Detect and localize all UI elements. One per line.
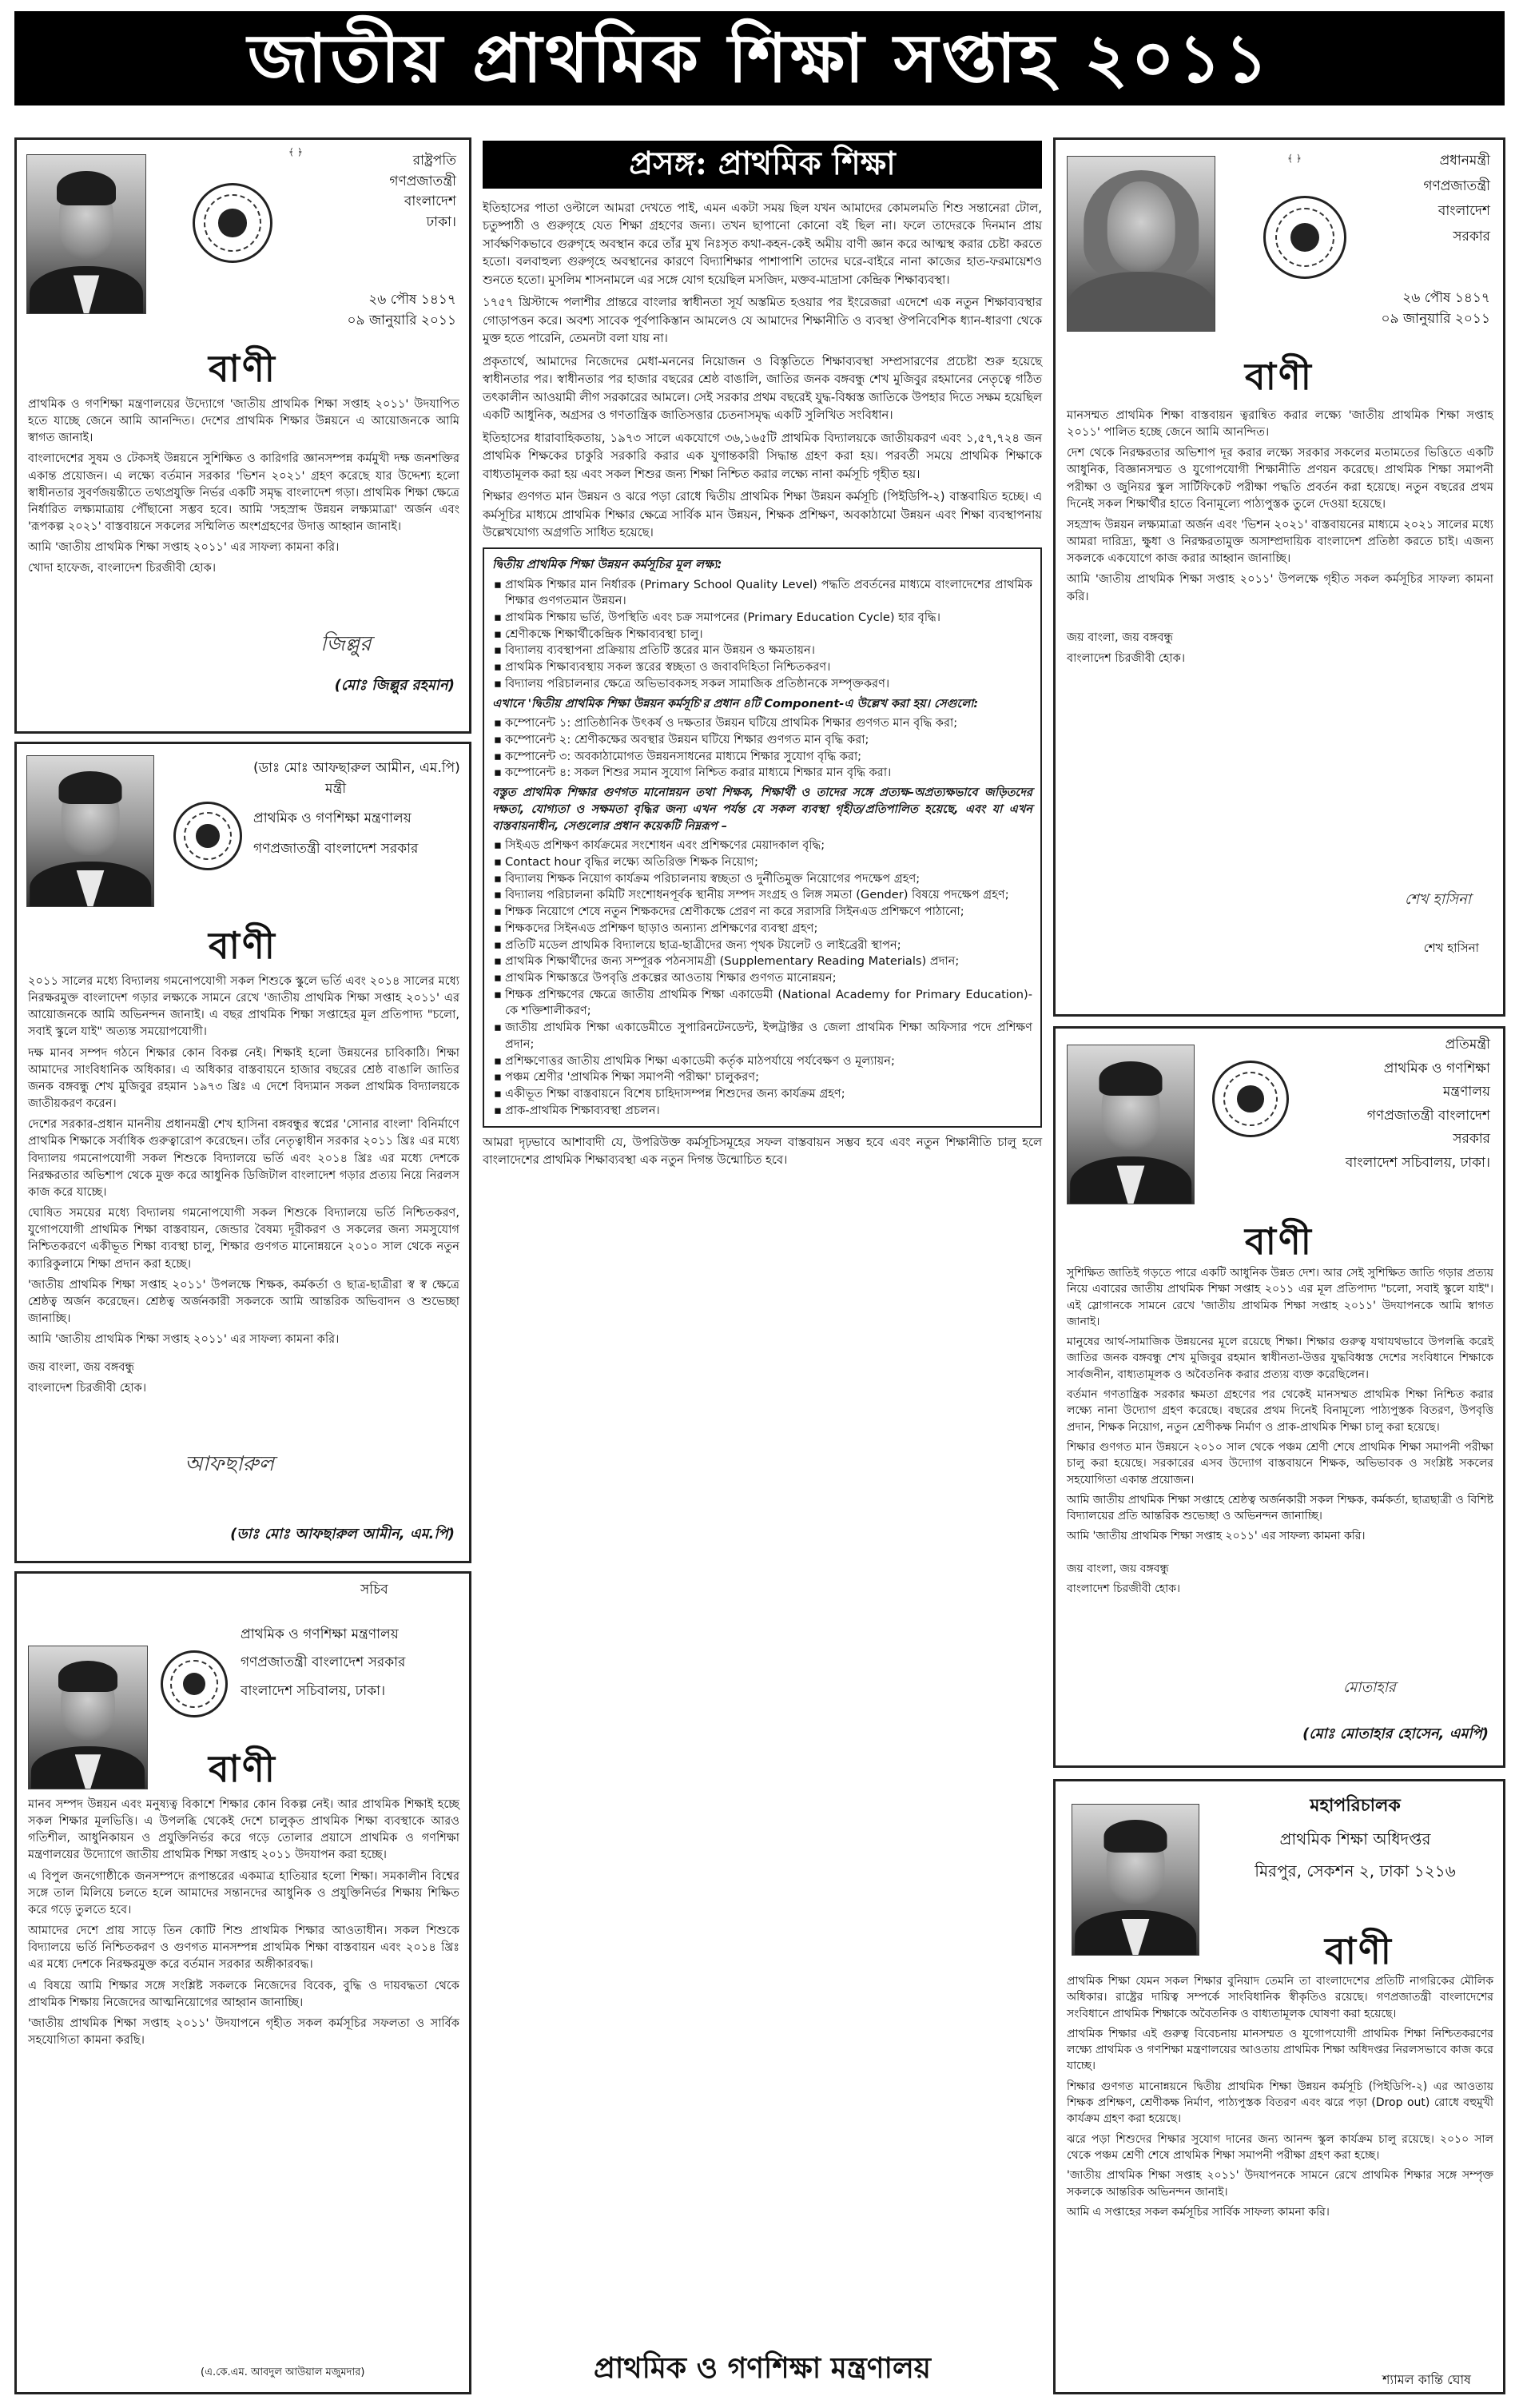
state-minister-signature: মোতাহার [1343,1679,1396,1696]
president-name: (মোঃ জিল্লুর রহমান) [334,677,455,694]
dg-address: মিরপুর, সেকশন ২, ঢাকা ১২১৬ [1255,1861,1456,1881]
pm-org-2: বাংলাদেশ [1437,203,1490,219]
minister-closing-1: জয় বাংলা, জয় বঙ্গবন্ধু [28,1360,135,1375]
component-item: ▪ কম্পোনেন্ট ২: শ্রেণীকক্ষের অবস্থার উন্নয়ন ঘটিয়ে শিক্ষার গুণগত মান বৃদ্ধি করা; [492,732,1032,749]
center-article [483,141,1042,2394]
state-minister-portrait [1067,1045,1195,1204]
pm-para-4: আমি 'জাতীয় প্রাথমিক শিক্ষা সপ্তাহ ২০১১' উপলক্ষে গৃহীত সকল কর্মসূচির সাফল্য কামনা করি। [1067,572,1493,603]
minister-ministry: প্রাথমিক ও গণশিক্ষা মন্ত্রণালয় [253,810,412,826]
president-para-1: প্রাথমিক ও গণশিক্ষা মন্ত্রণালয়ের উদ্যোগে 'জাতীয় প্রাথমিক শিক্ষা সপ্তাহ ২০১১' উদযাপিত হতে যাচ্ছে জেনে আমি আনন্দিত। দেশের প্রাথমিক শিক্ষার উন্নয়নে এ আয়োজনকে আমি স্বাগত জানাই। [28,397,459,445]
bismillah-calligraphy: ﴾ ﴿ [288,146,303,157]
pm-para-3: সহস্রাব্দ উন্নয়ন লক্ষ্যমাত্রা অর্জন এবং 'ভিশন ২০২১' বাস্তবায়নের মাধ্যমে ২০২১ সালের মধ্যে আমরা দারিদ্র্য, ক্ষুধা ও নিরক্ষরতামুক্ত অসাম্প্রদায়িক বাংলাদেশ প্রতিষ্ঠা করতে চাই। এজন্য সকলকে একযোগে কাজ করার আহ্বান জানাচ্ছি। [1067,517,1493,566]
state-minister-ministry-2: মন্ত্রণালয় [1442,1084,1490,1100]
pm-bani-heading: বাণী [1245,355,1314,398]
president-para-4: খোদা হাফেজ, বাংলাদেশ চিরজীবী হোক। [28,561,217,575]
measure-item: ▪ প্রাথমিক শিক্ষাস্তরে উপবৃত্তি প্রকল্পের আওতায় শিক্ষার গুণগত মানোন্নয়ন; [492,970,1032,987]
president-signature: জিল্লুর [320,632,372,656]
state-minister-closing-1: জয় বাংলা, জয় বঙ্গবন্ধু [1067,1562,1169,1575]
dg-para-1: প্রাথমিক শিক্ষা যেমন সকল শিক্ষার বুনিয়াদ তেমনি তা বাংলাদেশের প্রতিটি নাগরিকের মৌলিক অধিকার। রাষ্ট্রের দায়িত্ব সম্পর্কে সাংবিধানিক স্বীকৃতিও রয়েছে। গণপ্রজাতন্ত্রী বাংলাদেশের সংবিধানে প্রাথমিক শিক্ষাকে অবৈতনিক ও বাধ্যতামূলক ঘোষণা করা হয়েছে। [1067,1975,1493,2020]
minister-para-2: দক্ষ মানব সম্পদ গঠনে শিক্ষার কোন বিকল্প নেই। শিক্ষাই হলো উন্নয়নের চাবিকাঠি। শিক্ষা আমাদের সাংবিধানিক অধিকার। এ অধিকার বাস্তবায়নে হাজার বছরের শ্রেষ্ঠ বাঙালি জাতির জনক বঙ্গবন্ধু শেখ মুজিবুর রহমান ১৯৭৩ খ্রিঃ এ দেশে বিদ্যমান সকল প্রাথমিক বিদ্যালয়কে জাতীয়করণ করেন। [28,1045,459,1111]
component-item: ▪ কম্পোনেন্ট ৪: সকল শিশুর সমান সুযোগ নিশ্চিত করার মাধ্যমে শিক্ষার মান বৃদ্ধি করা। [492,765,1032,782]
state-minister-para-5: আমি জাতীয় প্রাথমিক শিক্ষা সপ্তাহে শ্রেষ্ঠত্ব অর্জনকারী সকল শিক্ষক, কর্মকর্তা, ছাত্রছাত্রী ও বিশিষ্ট বিদ্যালয়ের প্রতি আন্তরিক শুভেচ্ছা ও অভিনন্দন জানাচ্ছি। [1067,1493,1493,1523]
pm-closing-1: জয় বাংলা, জয় বঙ্গবন্ধু [1067,630,1174,644]
minister-para-1: ২০১১ সালের মধ্যে বিদ্যালয় গমনোপযোগী সকল শিশুকে স্কুলে ভর্তি এবং ২০১৪ সালের মধ্যে নিরক্ষরমুক্ত বাংলাদেশ গড়ার লক্ষ্যকে সামনে রেখে 'জাতীয় প্রাথমিক শিক্ষা সপ্তাহ ২০১১' এর আয়োজনকে আমি অভিনন্দন জানাই। এ বছর প্রাথমিক শিক্ষা সপ্তাহের মূল প্রতিপাদ্য "চলো, সবাই স্কুলে যাই" অত্যন্ত সময়োপযোগী। [28,974,459,1039]
pm-signature: শেখ হাসিনা [1404,891,1471,908]
secretary-location: বাংলাদেশ সচিবালয়, ঢাকা। [241,1682,386,1699]
director-general-portrait [1072,1804,1199,1956]
president-para-3: আমি 'জাতীয় প্রাথমিক শিক্ষা সপ্তাহ ২০১১' এর সাফল্য কামনা করি। [28,540,340,555]
minister-para-3: দেশের সরকার-প্রধান মাননীয় প্রধানমন্ত্রী শেখ হাসিনা বঙ্গবন্ধুর স্বপ্নের 'সোনার বাংলা' বিনির্মাণে প্রাথমিক শিক্ষাকে সর্বাধিক গুরুত্বারোপ করেছেন। তাঁর নেতৃত্বাধীন সরকার ২০১১ খ্রিঃ এর মধ্যে বিদ্যালয় গমনোপযোগী সকল শিশুকে বিদ্যালয়ে ভর্তি এবং ২০১৪ খ্রিঃ এর মধ্যে দেশকে নিরক্ষরতার অভিশাপ থেকে মুক্ত করে আধুনিক ডিজিটাল বাংলাদেশ গড়ার প্রত্যয় নিয়ে নিরলস কাজ করে যাচ্ছে। [28,1117,459,1199]
minister-portrait [26,755,154,907]
secretary-bani-heading: বাণী [209,1747,277,1790]
article-title: প্রসঙ্গ: প্রাথমিক শিক্ষা [483,141,1042,189]
state-minister-para-1: সুশিক্ষিত জাতিই গড়তে পারে একটি আধুনিক উন্নত দেশ। আর সেই সুশিক্ষিত জাতি গড়ার প্রত্যয় নিয়ে এবারের জাতীয় প্রাথমিক শিক্ষা সপ্তাহ ২০১১ এর মূল প্রতিপাদ্য "চলো, সবাই স্কুলে যাই"। এই স্লোগানকে সামনে রেখে 'জাতীয় প্রাথমিক শিক্ষা সপ্তাহ ২০১১' উদযাপনকে আমি স্বাগত জানাই। [1067,1267,1493,1328]
state-minister-govt-2: সরকার [1453,1131,1490,1147]
dg-para-2: প্রাথমিক শিক্ষার এই গুরুত্ব বিবেচনায় মানসম্মত ও যুগোপযোগী প্রাথমিক শিক্ষা নিশ্চিতকরণের লক্ষ্যে প্রাথমিক ও গণশিক্ষা মন্ত্রণালয়ের আওতায় প্রাথমিক শিক্ষা অধিদপ্তর নিরলসভাবে কাজ করে যাচ্ছে। [1067,2027,1493,2073]
objective-item: ▪ শ্রেণীকক্ষে শিক্ষার্থীকেন্দ্রিক শিক্ষাব্যবস্থা চালু। [492,627,1032,643]
article-para-1: ইতিহাসের পাতা ওল্টালে আমরা দেখতে পাই, এমন একটা সময় ছিল যখন আমাদের কোমলমতি শিশু সন্তানেরা টোল, চতুষ্পাঠী ও গুরুগৃহে যেত শিক্ষা গ্রহণের জন্য। তখন ছাপানো কোনো বই ছিল না। ফলে তাদেরকে দিনমান প্রায় সার্বক্ষণিকভাবে গুরুগৃহে অবস্থান করে তাঁর মুখ নিঃসৃত কথা-কহন-কেই অমীয় বাণী জ্ঞান করে আত্মস্থ করার চেষ্টা করতে হতো। বলবাহুল্য গুরুগৃহে অবস্থানের কারণে বিদ্যাশিক্ষার পাশাপাশি তাদের ঘরে-বাইরে নানা কাজের হাত-ফরমায়েশও শুনতে হতো। মুসলিম শাসনামলে এর সঙ্গে যোগ হয়েছিল মসজিদ, মক্তব-মাদ্রাসা কেন্দ্রিক শিক্ষাব্যবস্থা। [483,201,1042,287]
dg-title: মহাপরিচালক [1310,1796,1401,1816]
article-para-5: শিক্ষার গুণগত মান উন্নয়ন ও ঝরে পড়া রোধে দ্বিতীয় প্রাথমিক শিক্ষা উন্নয়ন কর্মসূচি (পিইডিপি-২) বাস্তবায়িত হচ্ছে। এ কর্মসূচির মাধ্যমে প্রাথমিক শিক্ষার ক্ষেত্রে সার্বিক মান উন্নয়ন, শিক্ষক প্রশিক্ষণ, অবকাঠামো উন্নয়ন এবং শিক্ষা ব্যবস্থাপনায় উল্লেখযোগ্য অগ্রগতি সাধিত হয়েছে। [483,490,1042,540]
pm-closing-2: বাংলাদেশ চিরজীবী হোক। [1067,651,1186,665]
measure-item: ▪ জাতীয় প্রাথমিক শিক্ষা একাডেমীতে সুপারিনটেনডেন্ট, ইন্সট্রাক্টর ও জেলা প্রাথমিক শিক্ষা অফিসার পদে প্রশিক্ষণ প্রদান; [492,1020,1032,1053]
measure-item: ▪ বিদ্যালয় পরিচালনা কমিটি সংশোধনপূর্বক স্থানীয় সম্পদ সংগ্রহ ও লিঙ্গ সমতা (Gender) বিষয়ে পদক্ষেপ গ্রহণ; [492,887,1032,904]
measure-item: ▪ বিদ্যালয় শিক্ষক নিয়োগ কার্যক্রম পরিচালনায় স্বচ্ছতা ও দুর্নীতিমুক্ত নিয়োগের পদক্ষেপ গ্রহণ; [492,871,1032,888]
objective-item: ▪ প্রাথমিক শিক্ষায় ভর্তি, উপস্থিতি এবং চক্র সমাপনের (Primary Education Cycle) হার বৃদ্ধি। [492,610,1032,627]
secretary-para-1: মানব সম্পদ উন্নয়ন এবং মনুষ্যত্ব বিকাশে শিক্ষার কোন বিকল্প নেই। আর প্রাথমিক শিক্ষাই হচ্ছে সকল শিক্ষার মূলভিত্তি। এ উপলব্ধি থেকেই দেশে চালুকৃত প্রাথমিক শিক্ষা ব্যবস্থাকে আরও গতিশীল, আধুনিকায়ন ও প্রযুক্তিনির্ভর করে গড়ে তোলার প্রয়াসে প্রাথমিক ও গণশিক্ষা মন্ত্রণালয়ের উদ্যোগে জাতীয় প্রাথমিক শিক্ষা সপ্তাহ ২০১১ উদযাপন করা হচ্ছে। [28,1797,459,1862]
ministry-seal-icon [173,802,242,870]
state-minister-location: বাংলাদেশ সচিবালয়, ঢাকা। [1345,1154,1490,1171]
president-message-box [14,137,471,734]
state-minister-ministry-1: প্রাথমিক ও গণশিক্ষা [1383,1060,1490,1077]
state-minister-para-6: আমি 'জাতীয় প্রাথমিক শিক্ষা সপ্তাহ ২০১১' এর সাফল্য কামনা করি। [1067,1530,1366,1543]
measure-item: ▪ Contact hour বৃদ্ধির লক্ষ্যে অতিরিক্ত শিক্ষক নিয়োগ; [492,854,1032,871]
article-para-4: ইতিহাসের ধারাবাহিকতায়, ১৯৭৩ সালে একযোগে ৩৬,১৬৫টি প্রাথমিক বিদ্যালয়কে জাতীয়করণ এবং ১,৫৭,৭২৪ জন প্রাথমিক শিক্ষকের চাকুরি সরকারি করার এক যুগান্তকারী সিদ্ধান্ত গ্রহণ করা হয়। পরবর্তী সময়ে প্রাথমিক শিক্ষাকে বাধ্যতামূলক করা হয় এবং সকল শিশুর জন্য শিক্ষা নিশ্চিত করার লক্ষ্যে নানা কর্মসূচি গৃহীত হয়। [483,431,1042,481]
measure-item: ▪ প্রশিক্ষণোত্তর জাতীয় প্রাথমিক শিক্ষা একাডেমী কর্তৃক মাঠপর্যায়ে পর্যবেক্ষণ ও মূল্যায়ন; [492,1053,1032,1070]
minister-bani-heading: বাণী [209,924,277,967]
pm-org-1: গণপ্রজাতন্ত্রী [1423,177,1490,194]
state-minister-para-2: মানুষের আর্থ-সামাজিক উন্নয়নের মূলে রয়েছে শিক্ষা। শিক্ষার গুরুত্ব যথাযথভাবে উপলব্ধি করেই জাতির জনক বঙ্গবন্ধু শেখ মুজিবুর রহমান স্বাধীনতা-উত্তর যুদ্ধবিধ্বস্ত দেশের সংবিধানে শিক্ষাকে সার্বজনীন, বাধ্যতামূলক ও অবৈতনিক করার প্রত্যয় ব্যক্ত করেছিলেন। [1067,1335,1493,1381]
state-minister-message-box [1053,1026,1505,1768]
measure-item: ▪ সিইএড প্রশিক্ষণ কার্যক্রমের সংশোধন এবং প্রশিক্ষণের মেয়াদকাল বৃদ্ধি; [492,838,1032,854]
minister-title: মন্ত্রী [325,780,347,797]
measure-item: ▪ একীভূত শিক্ষা বাস্তবায়নে বিশেষ চাহিদাসম্পন্ন শিশুদের জন্য কার্যক্রম গ্রহণ; [492,1086,1032,1103]
president-title: রাষ্ট্রপতি [412,153,456,169]
secretary-ministry: প্রাথমিক ও গণশিক্ষা মন্ত্রণালয় [241,1626,399,1642]
article-para-3: প্রকৃতার্থে, আমাদের নিজেদের মেধা-মননের নিয়োজন ও বিস্তৃতিতে শিক্ষাব্যবস্থা সম্প্রসারণের প্রচেষ্টা শুরু হয়েছে স্বাধীনতার পর। স্বাধীনতার পর হাজার বছরের শ্রেষ্ঠ বাঙালি, জাতির জনক বঙ্গবন্ধু শেখ মুজিবুর রহমানের নেতৃত্বে গঠিত তৎকালীন আওয়ামী লীগ সরকারের আমলে। সেই সরকার প্রথম বছরেই যুদ্ধ-বিধ্বস্ত জাতিকে উপহার দিতে সক্ষম হয়েছিল একটি আধুনিক, অগ্রসর ও গণতান্ত্রিক জাতিসত্তার চেতনাসমৃদ্ধ একটি সুলিখিত সংবিধান। [483,354,1042,423]
secretary-para-4: এ বিষয়ে আমি শিক্ষার সঙ্গে সংশ্লিষ্ট সকলকে নিজেদের বিবেক, বুদ্ধি ও দায়বদ্ধতা থেকে প্রাথমিক শিক্ষায় নিজেদের আত্মনিয়োগের আহ্বান জানাচ্ছি। [28,1978,459,2009]
pm-date-bangla: ২৬ পৌষ ১৪১৭ [1402,290,1490,306]
bismillah-calligraphy: ﴾ ﴿ [1287,153,1302,164]
secretary-para-2: এ বিপুল জনগোষ্ঠীকে জনসম্পদে রূপান্তরের একমাত্র হাতিয়ার হলো শিক্ষা। সমকালীন বিশ্বের সঙ্গে তাল মিলিয়ে চলতে হলে আমাদের সন্তানদের আধুনিক ও প্রযুক্তিনির্ভর শিক্ষায় শিক্ষিত করে গড়ে তুলতে হবে। [28,1869,459,1916]
minister-signature: আফছারুল [185,1452,274,1476]
pm-org-3: সরকার [1453,228,1490,245]
dg-para-5: 'জাতীয় প্রাথমিক শিক্ষা সপ্তাহ ২০১১' উদযাপনকে সামনে রেখে প্রাথমিক শিক্ষার সঙ্গে সম্পৃক্ত সকলকে আন্তরিক অভিনন্দন জানাই। [1067,2169,1493,2199]
state-minister-para-3: বর্তমান গণতান্ত্রিক সরকার ক্ষমতা গ্রহণের পর থেকেই মানসম্মত প্রাথমিক শিক্ষা নিশ্চিত করার লক্ষ্যে নানা উদ্যোগ গ্রহণ করেছে। বছরের প্রথম দিনেই বিনামূল্যে পাঠ্যপুস্তক বিতরণ, উপবৃত্তি প্রদান, শিক্ষক নিয়োগ, নতুন শ্রেণীকক্ষ নির্মাণ ও প্রাক-প্রাথমিক শিক্ষা চালু করা হয়েছে। [1067,1388,1493,1434]
secretary-message-box [14,1571,471,2394]
components-note: এখানে 'দ্বিতীয় প্রাথমিক শিক্ষা উন্নয়ন কর্মসূচি'র প্রধান ৪টি Component-এ উল্লেখ করা হয়। সেগুলো: [492,696,979,710]
dg-para-4: ঝরে পড়া শিশুদের শিক্ষার সুযোগ দানের জন্য আনন্দ স্কুল কার্যক্রম চালু রয়েছে। ২০১০ সাল থেকে পঞ্চম শ্রেণী শেষে প্রাথমিক শিক্ষা সমাপনী পরীক্ষা গ্রহণ করা হচ্ছে। [1067,2132,1493,2162]
minister-message-box [14,742,471,1563]
state-minister-para-4: শিক্ষার গুণগত মান উন্নয়নে ২০১০ সাল থেকে পঞ্চম শ্রেণী শেষে প্রাথমিক শিক্ষা সমাপনী পরীক্ষা চালু করা হয়েছে। সরকারের এসব উদ্যোগ বাস্তবায়নে শিক্ষক, অভিভাবক ও সংশ্লিষ্ট সকলের সহযোগিতা একান্ত প্রয়োজন। [1067,1440,1493,1487]
dg-name: শ্যামল কান্তি ঘোষ [1382,2372,1471,2387]
pedp2-objectives-box [483,547,1042,1128]
measure-item: ▪ শিক্ষকদের সিইনএড প্রশিক্ষণ ছাড়াও অন্যান্য প্রশিক্ষণের ব্যবস্থা গ্রহণ; [492,921,1032,937]
minister-para-6: আমি 'জাতীয় প্রাথমিক শিক্ষা সপ্তাহ ২০১১' এর সাফল্য কামনা করি। [28,1332,340,1347]
objective-item: ▪ প্রাথমিক শিক্ষার মান নির্ধারক (Primary School Quality Level) পদ্ধতি প্রবর্তনের মাধ্যমে বাংলাদেশের প্রাথমিক শিক্ষার গুণগতমান উন্নয়ন। [492,577,1032,610]
measures-note: বস্তুত প্রাথমিক শিক্ষার গুণগত মানোন্নয়ন তথা শিক্ষক, শিক্ষার্থী ও তাদের সঙ্গে প্রত্যক্ষ-অপ্রত্যক্ষভাবে জড়িতদের দক্ষতা, যোগ্যতা ও সক্ষমতা বৃদ্ধির জন্য এখন পর্যন্ত যে সকল ব্যবস্থা গৃহীত/প্রতিপালিত হয়েছে, এবং যা এখন বাস্তবায়নাধীন, সেগুলোর প্রধান কয়েকটি নিম্নরূপ – [492,786,1032,833]
pm-title: প্রধানমন্ত্রী [1439,153,1490,169]
objective-item: ▪ বিদ্যালয় পরিচালনার ক্ষেত্রে অভিভাবকসহ সকল সামাজিক প্রতিষ্ঠানকে সম্পৃক্তকরণ। [492,676,1032,693]
measure-item: ▪ শিক্ষক প্রশিক্ষণের ক্ষেত্রে জাতীয় প্রাথমিক শিক্ষা একাডেমী (National Academy for Primary Education)-কে শক্তিশালীকরণ; [492,987,1032,1020]
state-minister-bani-heading: বাণী [1245,1220,1314,1263]
secretary-title: সচিব [360,1582,388,1598]
measure-item: ▪ প্রাথমিক শিক্ষার্থীদের জন্য সম্পূরক পঠনসামগ্রী (Supplementary Reading Materials) প্রদান; [492,953,1032,970]
prime-minister-message-box [1053,137,1505,1017]
minister-para-5: 'জাতীয় প্রাথমিক শিক্ষা সপ্তাহ ২০১১' উপলক্ষে শিক্ষক, কর্মকর্তা ও ছাত্র-ছাত্রীরা স্ব স্ব ক্ষেত্রে শ্রেষ্ঠত্ব অর্জন করেছেন। শ্রেষ্ঠত্ব অর্জনকারী সকলকে আমি আন্তরিক অভিবাদন ও শুভেচ্ছা জানাচ্ছি। [28,1277,459,1325]
secretary-para-3: আমাদের দেশে প্রায় সাড়ে তিন কোটি শিশু প্রাথমিক শিক্ষার আওতাধীন। সকল শিশুকে বিদ্যালয়ে ভর্তি নিশ্চিতকরণ ও গুণগত মানসম্পন্ন প্রাথমিক শিক্ষা বাস্তবায়ন এবং ২০১৪ খ্রিঃ এর মধ্যে দেশকে নিরক্ষরমুক্ত করে বর্তমান সরকার অঙ্গীকারবদ্ধ। [28,1924,459,1972]
state-minister-title: প্রতিমন্ত্রী [1445,1037,1490,1053]
state-minister-name: (মোঃ মোতাহার হোসেন, এমপি) [1302,1725,1489,1742]
page-banner-title: জাতীয় প্রাথমিক শিক্ষা সপ্তাহ ২০১১ [14,11,1505,105]
pm-name: শেখ হাসিনা [1423,941,1479,955]
government-seal-icon [193,183,272,263]
president-date-bangla: ২৬ পৌষ ১৪১৭ [368,292,456,308]
dg-department: প্রাথমিক শিক্ষা অধিদপ্তর [1279,1829,1431,1849]
president-location: ঢাকা। [426,213,456,230]
measure-item: ▪ প্রাক-প্রাথমিক শিক্ষাব্যবস্থা প্রচলন। [492,1103,1032,1120]
article-para-2: ১৭৫৭ খ্রিস্টাব্দে পলাশীর প্রান্তরে বাংলার স্বাধীনতা সূর্য অস্তমিত হওয়ার পর ইংরেজরা এদেশে এক নতুন শিক্ষাব্যবস্থার গোড়াপত্তন করে। অবশ্য সাবেক পূর্বপাকিস্তান আমলেও যে আমাদের শিক্ষানীতি ও ব্যবস্থা ঔপনিবেশিক ধ্যান-ধারণা থেকে মুক্ত হতে পারেনি, তেমনটা বলা যায় না। [483,296,1042,346]
state-minister-closing-2: বাংলাদেশ চিরজীবী হোক। [1067,1582,1181,1596]
dg-para-6: আমি এ সপ্তাহের সকল কর্মসূচির সার্বিক সাফল্য কামনা করি। [1067,2205,1330,2219]
minister-name: (ডাঃ মোঃ আফছারুল আমীন, এম.পি) [230,1526,455,1542]
dg-para-3: শিক্ষার গুণগত মানোন্নয়নে দ্বিতীয় প্রাথমিক শিক্ষা উন্নয়ন কর্মসূচি (পিইডিপি-২) এর আওতায় শিক্ষক প্রশিক্ষণ, শ্রেণীকক্ষ নির্মাণ, পাঠ্যপুস্তক বিতরণ এবং ঝরে পড়া (Drop out) রোধে বহুমুখী কার্যক্রম গ্রহণ করা হয়েছে। [1067,2080,1493,2126]
state-minister-govt-1: গণপ্রজাতন্ত্রী বাংলাদেশ [1366,1107,1490,1124]
president-date-english: ০৯ জানুয়ারি ২০১১ [347,312,456,328]
pm-para-1: মানসম্মত প্রাথমিক শিক্ষা বাস্তবায়ন ত্বরান্বিত করার লক্ষ্যে 'জাতীয় প্রাথমিক শিক্ষা সপ্তাহ ২০১১' পালিত হচ্ছে জেনে আমি আনন্দিত। [1067,408,1493,440]
component-item: ▪ কম্পোনেন্ট ৩: অবকাঠামোগত উন্নয়নসাধনের মাধ্যমে শিক্ষার সুযোগ বৃদ্ধি করা; [492,749,1032,766]
director-general-message-box [1053,1779,1505,2394]
secretary-government: গণপ্রজাতন্ত্রী বাংলাদেশ সরকার [241,1654,406,1670]
component-item: ▪ কম্পোনেন্ট ১: প্রাতিষ্ঠানিক উৎকর্ষ ও দক্ষতার উন্নয়ন ঘটিয়ে প্রাথমিক শিক্ষার গুণগত মান বৃদ্ধি করা; [492,715,1032,732]
pm-para-2: দেশ থেকে নিরক্ষরতার অভিশাপ দূর করার লক্ষ্যে সরকার সকলের মতামতের ভিত্তিতে একটি আধুনিক, বিজ্ঞানসম্মত ও যুগোপযোগী শিক্ষানীতি প্রণয়ন করেছে। প্রাথমিক শিক্ষা সমাপনী পরীক্ষা ও জুনিয়র স্কুল সার্টিফিকেট পরীক্ষা পদ্ধতি প্রবর্তন করা হয়েছে। নতুন বছরের প্রথম দিনেই সকল শিক্ষার্থীর হাতে বিনামূল্যে পাঠ্যপুস্তক তুলে দেওয়া হয়েছে। [1067,446,1493,511]
minister-closing-2: বাংলাদেশ চিরজীবী হোক। [28,1381,147,1395]
measure-item: ▪ প্রতিটি মডেল প্রাথমিক বিদ্যালয়ে ছাত্র-ছাত্রীদের জন্য পৃথক টয়লেট ও লাইব্রেরী স্থাপন; [492,937,1032,954]
secretary-name: (এ.কে.এম. আবদুল আউয়াল মজুমদার) [201,2366,365,2378]
president-org-1: গণপ্রজাতন্ত্রী [389,173,456,189]
article-closing-para: আমরা দৃঢ়ভাবে আশাবাদী যে, উপরিউক্ত কর্মসূচিসমূহের সফল বাস্তবায়ন সম্ভব হবে এবং নতুন শিক্ষানীতি চালু হলে বাংলাদেশের প্রাথমিক শিক্ষাব্যবস্থা এক নতুন দিগন্ত উন্মোচিত হবে। [483,1135,1042,1167]
objective-item: ▪ প্রাথমিক শিক্ষাব্যবস্থায় সকল স্তরের স্বচ্ছতা ও জবাবদিহিতা নিশ্চিতকরণ। [492,659,1032,676]
pedp2-box-heading: দ্বিতীয় প্রাথমিক শিক্ষা উন্নয়ন কর্মসূচির মূল লক্ষ্য: [492,556,722,571]
minister-name-header: (ডাঃ মোঃ আফছারুল আমীন, এম.পি) [253,760,460,776]
measure-item: ▪ পঞ্চম শ্রেণীর 'প্রাথমিক শিক্ষা সমাপনী পরীক্ষা' চালুকরণ; [492,1069,1032,1086]
ministry-footer: প্রাথমিক ও গণশিক্ষা মন্ত্রণালয় [594,2351,931,2385]
measure-item: ▪ শিক্ষক নিয়োগে শেষে নতুন শিক্ষকদের শ্রেণীকক্ষে প্রেরণ না করে সরাসরি সিইনএড প্রশিক্ষণে পাঠানো; [492,904,1032,921]
president-portrait [26,154,146,314]
minister-para-4: ঘোষিত সময়ের মধ্যে বিদ্যালয় গমনোপযোগী সকল শিশুকে বিদ্যালয়ে ভর্তি নিশ্চিতকরণ, যুগোপযোগী প্রাথমিক শিক্ষা বাস্তবায়ন, জেন্ডার বৈষম্য দূরীকরণ ও সকলের জন্য সমসুযোগ নিশ্চিতকরণে একীভূত শিক্ষা ব্যবস্থা চালু, শিক্ষার গুণগত মানোন্নয়নে ২০১০ সাল থেকে নতুন ক্যারিকুলামে শিক্ষা প্রদান করা হচ্ছে। [28,1206,459,1271]
prime-minister-portrait [1067,156,1215,332]
minister-government: গণপ্রজাতন্ত্রী বাংলাদেশ সরকার [253,840,419,857]
secretariat-seal-icon [161,1650,228,1717]
dg-bani-heading: বাণী [1325,1929,1394,1972]
objective-item: ▪ বিদ্যালয় ব্যবস্থাপনা প্রক্রিয়ায় প্রতিটি স্তরের মান উন্নয়ন ও ক্ষমতায়ন। [492,643,1032,659]
president-para-2: বাংলাদেশের সুষম ও টেকসই উন্নয়নে সুশিক্ষিত ও কারিগরি জ্ঞানসম্পন্ন কর্মমুখী দক্ষ জনশক্তির একান্ত প্রয়োজন। এ লক্ষ্যে বর্তমান সরকার 'ভিশন ২০২১' গ্রহণ করেছে যার উদ্দেশ্য হলো স্বাধীনতার সুবর্ণজয়ন্তীতে তথ্যপ্রযুক্তি নির্ভর একটি সমৃদ্ধ বাংলাদেশ গড়া। প্রাথমিক শিক্ষা ক্ষেত্রে নির্ধারিত লক্ষ্যমাত্রায় পৌঁছানো সম্ভব হবে। আমি 'সহস্রাব্দ উন্নয়ন লক্ষ্যমাত্রা' অর্জন এবং 'রূপকল্প ২০২১' বাস্তবায়নে সকলের সম্মিলিত অংশগ্রহণের উদাত্ত আহ্বান জানাই। [28,452,459,534]
secretary-para-5: 'জাতীয় প্রাথমিক শিক্ষা সপ্তাহ ২০১১' উদযাপনে গৃহীত সকল কর্মসূচির সফলতা ও সার্বিক সহযোগিতা কামনা করছি। [28,2016,459,2048]
pm-date-english: ০৯ জানুয়ারি ২০১১ [1381,310,1490,327]
president-bani-heading: বাণী [209,347,277,390]
president-org-2: বাংলাদেশ [404,193,456,209]
